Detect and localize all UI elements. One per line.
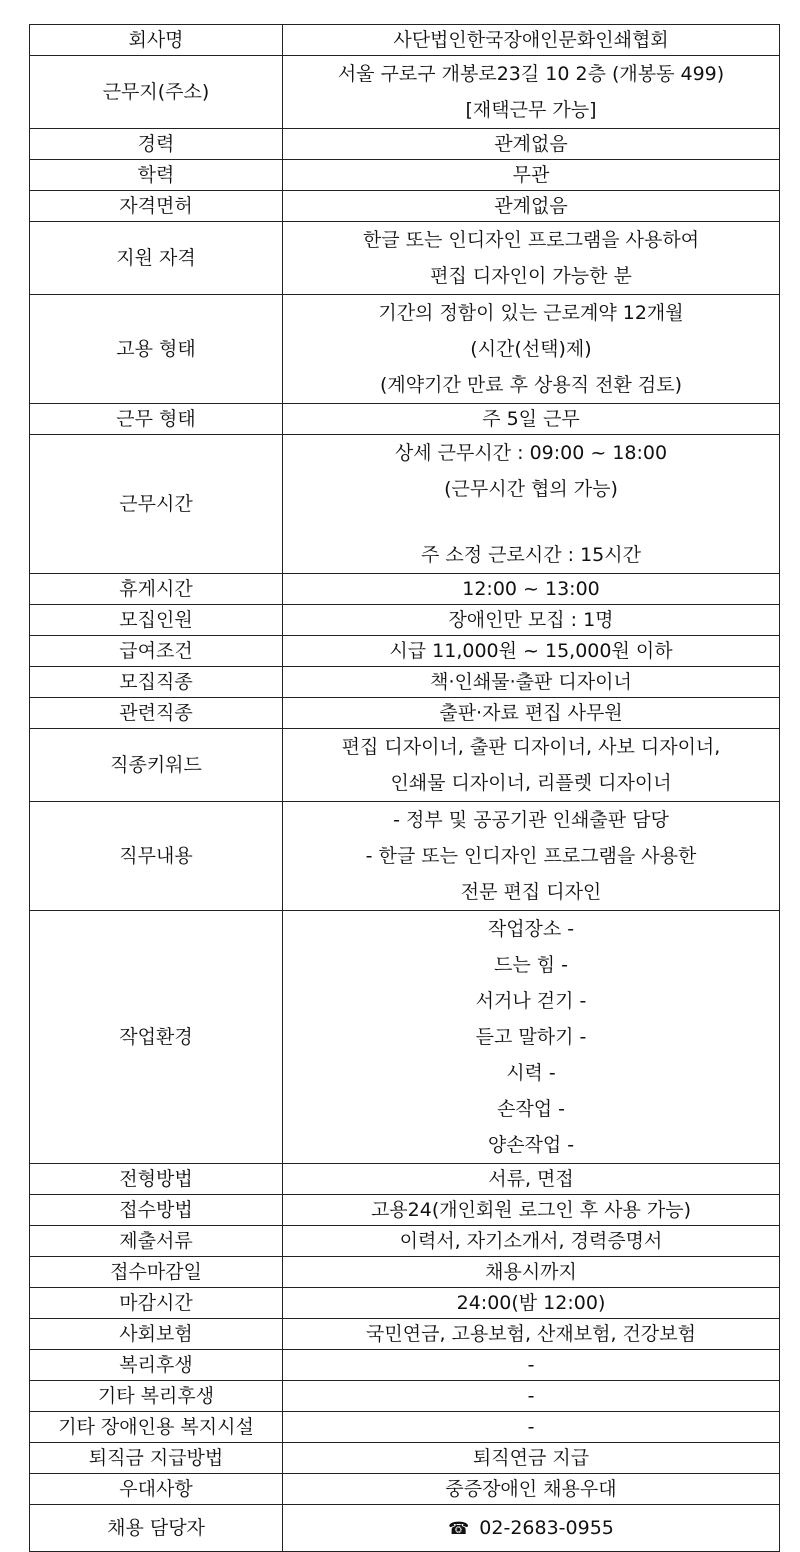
row-value-line: 한글 또는 인디자인 프로그램을 사용하여 — [362, 229, 700, 251]
phone-icon: ☎ — [448, 1518, 470, 1539]
row-value-line: 주 5일 근무 — [482, 408, 580, 430]
row-value — [283, 1195, 780, 1226]
row-value-line: 손작업 - — [497, 1098, 565, 1120]
row-value-line: 채용시까지 — [485, 1261, 577, 1283]
table-row — [30, 1257, 780, 1288]
row-value-line: 중증장애인 채용우대 — [445, 1478, 617, 1500]
row-label: 모집인원 — [30, 605, 283, 636]
row-label: 작업환경 — [30, 911, 283, 1164]
row-value-line: (근무시간 협의 가능) — [444, 478, 618, 500]
row-value-line: 주 소정 근로시간 : 15시간 — [421, 544, 641, 566]
table-row — [30, 574, 780, 605]
row-label: 복리후생 — [30, 1350, 283, 1381]
row-label: 접수마감일 — [30, 1257, 283, 1288]
row-label: 근무지(주소) — [30, 56, 283, 129]
row-value-line: 국민연금, 고용보험, 산재보험, 건강보험 — [366, 1323, 696, 1345]
contact-row — [30, 1505, 780, 1552]
job-posting-table — [29, 24, 780, 1552]
row-value-line: 서거나 걷기 - — [475, 990, 587, 1012]
row-value — [283, 1319, 780, 1350]
row-value — [283, 729, 780, 802]
row-value-line: - 정부 및 공공기관 인쇄출판 담당 — [393, 809, 669, 831]
row-value-line: 관계없음 — [494, 195, 568, 217]
row-value — [283, 129, 780, 160]
row-value — [283, 435, 780, 574]
row-label: 급여조건 — [30, 636, 283, 667]
row-label: 근무시간 — [30, 435, 283, 574]
row-value — [283, 222, 780, 295]
row-value-line: 편집 디자인이 가능한 분 — [430, 265, 632, 287]
row-label: 회사명 — [30, 25, 283, 56]
table-row — [30, 698, 780, 729]
row-value-line: - 한글 또는 인디자인 프로그램을 사용한 — [365, 845, 697, 867]
row-value — [283, 911, 780, 1164]
row-label: 근무 형태 — [30, 404, 283, 435]
row-value — [283, 1226, 780, 1257]
row-value-line: - — [527, 1416, 535, 1438]
row-label: 직종키워드 — [30, 729, 283, 802]
row-label: 전형방법 — [30, 1164, 283, 1195]
row-label: 기타 장애인용 복지시설 — [30, 1412, 283, 1443]
row-value — [283, 404, 780, 435]
table-row — [30, 129, 780, 160]
row-label: 우대사항 — [30, 1474, 283, 1505]
row-label: 퇴직금 지급방법 — [30, 1443, 283, 1474]
job-posting-rows — [30, 25, 780, 1552]
row-value-line: 12:00 ~ 13:00 — [462, 578, 600, 600]
row-label: 학력 — [30, 160, 283, 191]
row-value — [283, 1257, 780, 1288]
row-label: 기타 복리후생 — [30, 1381, 283, 1412]
row-value — [283, 636, 780, 667]
row-value-line: 이력서, 자기소개서, 경력증명서 — [399, 1230, 663, 1252]
row-value-line: 장애인만 모집 : 1명 — [448, 609, 614, 631]
row-value — [283, 1412, 780, 1443]
row-label: 경력 — [30, 129, 283, 160]
row-label: 자격면허 — [30, 191, 283, 222]
row-value-line: 인쇄물 디자이너, 리플렛 디자이너 — [390, 772, 672, 794]
table-row — [30, 667, 780, 698]
table-row — [30, 1443, 780, 1474]
row-value-line: 고용24(개인회원 로그인 후 사용 가능) — [370, 1199, 692, 1221]
table-row — [30, 56, 780, 129]
row-value — [283, 56, 780, 129]
row-value-line: 무관 — [512, 164, 550, 186]
row-value-line: 서류, 면접 — [488, 1168, 574, 1190]
row-value-line: 24:00(밤 12:00) — [456, 1292, 606, 1314]
table-row — [30, 1474, 780, 1505]
table-row — [30, 160, 780, 191]
phone-number: 02-2683-0955 — [479, 1516, 614, 1539]
row-value-line — [283, 507, 779, 537]
row-label: 제출서류 — [30, 1226, 283, 1257]
row-value — [283, 1350, 780, 1381]
table-row — [30, 1195, 780, 1226]
table-row — [30, 435, 780, 574]
row-label: 고용 형태 — [30, 295, 283, 404]
row-label: 사회보험 — [30, 1319, 283, 1350]
table-row — [30, 1381, 780, 1412]
table-row — [30, 404, 780, 435]
row-value-line: 사단법인한국장애인문화인쇄협회 — [393, 29, 669, 51]
table-row — [30, 605, 780, 636]
row-value-line: 듣고 말하기 - — [475, 1026, 587, 1048]
row-label: 마감시간 — [30, 1288, 283, 1319]
row-value-line: (계약기간 만료 후 상용직 전환 검토) — [380, 374, 682, 396]
row-value-line: (시간(선택)제) — [470, 338, 592, 360]
table-row — [30, 1226, 780, 1257]
row-value — [283, 574, 780, 605]
row-value-line: 서울 구로구 개봉로23길 10 2층 (개봉동 499) — [337, 63, 725, 85]
table-row — [30, 295, 780, 404]
row-value — [283, 1474, 780, 1505]
table-row — [30, 911, 780, 1164]
contact-value — [283, 1505, 780, 1552]
row-value-line: 기간의 정함이 있는 근로계약 12개월 — [378, 302, 684, 324]
row-value — [283, 1288, 780, 1319]
row-value-line: - — [527, 1354, 535, 1376]
table-row — [30, 222, 780, 295]
row-label: 지원 자격 — [30, 222, 283, 295]
row-value-line: 퇴직연금 지급 — [472, 1447, 590, 1469]
row-value-line: 양손작업 - — [487, 1134, 575, 1156]
row-value — [283, 25, 780, 56]
row-value — [283, 160, 780, 191]
table-row — [30, 1319, 780, 1350]
row-value-line: 출판·자료 편집 사무원 — [439, 702, 623, 724]
row-label: 접수방법 — [30, 1195, 283, 1226]
row-value-line: - — [527, 1385, 535, 1407]
row-value — [283, 667, 780, 698]
table-row — [30, 1350, 780, 1381]
row-value-line: 관계없음 — [494, 133, 568, 155]
table-row — [30, 729, 780, 802]
row-value — [283, 605, 780, 636]
row-value-line: 작업장소 - — [487, 918, 575, 940]
row-value-line: 전문 편집 디자인 — [460, 881, 602, 903]
row-value — [283, 698, 780, 729]
table-row — [30, 1164, 780, 1195]
row-value-line: 상세 근무시간 : 09:00 ~ 18:00 — [394, 442, 668, 464]
row-value-line: 드는 힘 - — [494, 954, 568, 976]
table-row — [30, 1412, 780, 1443]
row-value-line: [재택근무 가능] — [465, 99, 597, 121]
table-row — [30, 191, 780, 222]
table-row — [30, 802, 780, 911]
row-value — [283, 1164, 780, 1195]
table-row — [30, 636, 780, 667]
row-label: 관련직종 — [30, 698, 283, 729]
row-value — [283, 1381, 780, 1412]
table-row — [30, 1288, 780, 1319]
row-value — [283, 191, 780, 222]
row-value — [283, 295, 780, 404]
table-row — [30, 25, 780, 56]
row-value-line: 편집 디자이너, 출판 디자이너, 사보 디자이너, — [341, 736, 721, 758]
row-label: 휴게시간 — [30, 574, 283, 605]
row-value — [283, 1443, 780, 1474]
row-value-line: 시급 11,000원 ~ 15,000원 이하 — [389, 640, 673, 662]
row-value-line: 시력 - — [506, 1062, 556, 1084]
row-label: 직무내용 — [30, 802, 283, 911]
row-value — [283, 802, 780, 911]
row-label: 모집직종 — [30, 667, 283, 698]
row-value-line: 책·인쇄물·출판 디자이너 — [430, 671, 632, 693]
contact-label: 채용 담당자 — [30, 1505, 283, 1552]
